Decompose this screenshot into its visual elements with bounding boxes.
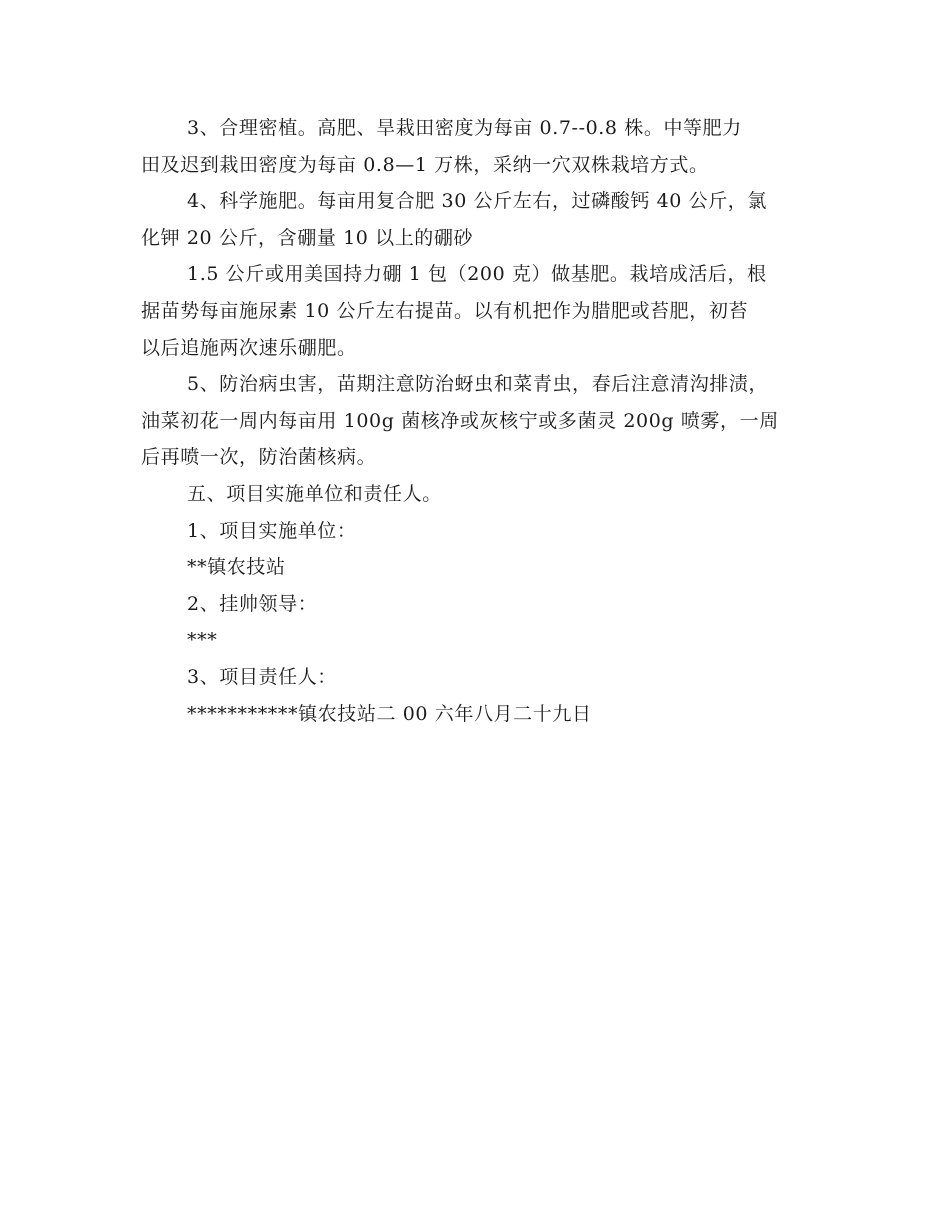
- item-value: **镇农技站: [187, 556, 286, 579]
- paragraph-line: 化钾 20 公斤，含硼量 10 以上的硼砂: [141, 226, 474, 249]
- paragraph-line: 油菜初花一周内每亩用 100g 菌核净或灰核宁或多菌灵 200g 喷雾，一周: [141, 409, 779, 432]
- item-heading: 2、挂帅领导：: [187, 592, 318, 615]
- paragraph-line: 以后追施两次速乐硼肥。: [141, 336, 357, 359]
- document-body: [141, 110, 821, 732]
- signature-line: ***********镇农技站二 00 六年八月二十九日: [187, 702, 592, 725]
- paragraph-line: 1.5 公斤或用美国持力硼 1 包（200 克）做基肥。栽培成活后，根: [187, 263, 767, 286]
- item-heading: 1、项目实施单位：: [187, 519, 357, 542]
- paragraph-line: 5、防治病虫害，苗期注意防治蚜虫和菜青虫，春后注意清沟排渍，: [187, 373, 769, 396]
- item-value: ***: [187, 629, 218, 652]
- paragraph-line: 后再喷一次，防治菌核病。: [141, 446, 377, 469]
- section-heading: 五、项目实施单位和责任人。: [187, 482, 442, 505]
- paragraph-line: 4、科学施肥。每亩用复合肥 30 公斤左右，过磷酸钙 40 公斤，氯: [187, 190, 768, 213]
- paragraph-line: 据苗势每亩施尿素 10 公斤左右提苗。以有机把作为腊肥或苔肥，初苔: [141, 299, 749, 322]
- paragraph-line: 田及迟到栽田密度为每亩 0.8—1 万株，采纳一穴双株栽培方式。: [141, 153, 709, 176]
- item-heading: 3、项目责任人：: [187, 665, 337, 688]
- paragraph-line: 3、合理密植。高肥、旱栽田密度为每亩 0.7--0.8 株。中等肥力: [187, 117, 742, 139]
